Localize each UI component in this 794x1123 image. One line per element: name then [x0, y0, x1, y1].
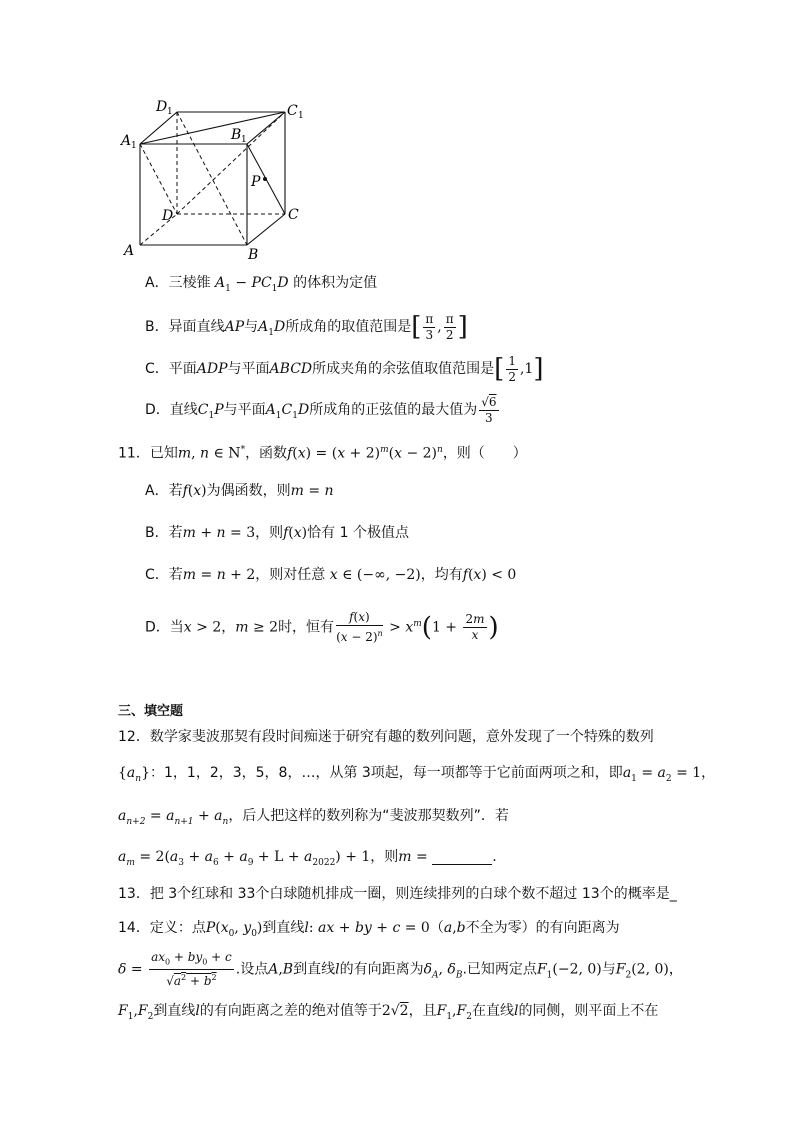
q13-line: 13．把 3个红球和 33个白球随机排成一圈，则连续排列的白球个数不超过 13个的概率是_: [118, 886, 677, 902]
edge-B-C: [247, 214, 285, 245]
q10-b-suffix: 所成角的取值范围是: [285, 319, 412, 335]
q10-option-a: A．三棱锥 $A_1 - PC_1D$ 的体积为定值: [145, 275, 378, 294]
q11-b-mid: ，则: [255, 525, 284, 541]
q11-stem-mid: ，函数: [245, 445, 288, 462]
q12-line4: $a_m = 2(a_3 + a_6 + a_9 + L + a_{2022}) + 1$，则m = .: [118, 849, 497, 868]
q10-option-d: D．直线$C_1P$与平面$A_1C_1D$所成角的正弦值的最大值为 $\frac{√6}{3}$: [145, 394, 497, 425]
q14-l3d: 在直线: [471, 1003, 514, 1019]
q10-c-prefix: C．平面: [145, 361, 197, 377]
q10-c-suffix: 所成夹角的余弦值取值范围是: [312, 361, 495, 377]
label-C: C: [288, 207, 299, 223]
q14-l2a: .设点: [235, 961, 269, 978]
q14-l3b: 的有向距离之差的绝对值等于: [199, 1003, 382, 1019]
q10-a-prefix: A．三棱锥: [145, 275, 211, 291]
hidden-A1-D: [140, 144, 177, 214]
q11-d-mid2: 时，恒有: [278, 619, 335, 636]
q14-l1b: 到直线: [262, 920, 305, 936]
cube-figure: [115, 95, 315, 265]
q11-option-b: B．若m + n = 3，则f(x)恰有 1 个极值点: [145, 525, 409, 541]
label-A: A: [124, 243, 135, 259]
q12-line1: 12．数学家斐波那契有段时间痴迷于研究有趣的数列问题，意外发现了一个特殊的数列: [118, 729, 654, 745]
q11-d-prefix: D．当: [145, 619, 184, 636]
label-B: B: [248, 247, 259, 263]
label-C1: C: [287, 103, 298, 119]
q10-d-prefix: D．直线: [145, 402, 198, 418]
q11-b-prefix: B．若: [145, 525, 183, 541]
q14-l3c: ，且: [408, 1003, 437, 1019]
q14-line1: 14．定义：点$P(x_0$, $y_0$)到直线l: ax + by + c = 0（a,b不全为零）的有向距离为: [118, 920, 620, 939]
q11-d-mid: ，: [221, 619, 236, 636]
q12-line2: $\{a_n\}$：1，1，2，3，5，8，…，从第 3项起，每一项都等于它前面两项之和，即$a_1 = a_2 = 1$，: [118, 765, 716, 784]
q10-b-mid: 与: [244, 319, 259, 335]
q12-then: ，则: [370, 849, 399, 865]
q12-line3-text: ，后人把这样的数列称为“斐波那契数列”．若: [228, 808, 509, 824]
q14-l2b: 到直线: [293, 961, 336, 978]
label-P: P: [251, 174, 261, 190]
q14-l2d: .已知两定点: [462, 961, 537, 978]
q11-b-suffix: 恰有 1 个极值点: [307, 525, 409, 541]
label-D1: D: [156, 99, 168, 115]
label-D: D: [162, 208, 174, 224]
q11-number: 11．已知: [118, 445, 178, 462]
q10-d-mid: 与平面: [223, 402, 266, 418]
q14-l2e: 与: [601, 961, 616, 978]
q14-line3: $F_1,F_2$到直线l的有向距离之差的绝对值等于2√2，且$F_1,F_2$在直线l的同侧，则平面上不在: [118, 1003, 659, 1022]
q14-l1a: 14．定义：点: [118, 920, 206, 936]
label-A1: A: [121, 133, 132, 149]
label-B1-sub: 1: [241, 135, 247, 145]
q14-line2: δ = $\frac{ax_0 + by_0 + c}{√a^2 + b^2}$ .设点A,B到直线l的有向距离为$\delta_A$, $\delta_B$.已知两定点$F_1(-2$, 0)与$F_2(2$, 0)，: [118, 950, 683, 989]
q11-c-prefix: C．若: [145, 567, 183, 583]
q10-option-c: C．平面ADP与平面ABCD所成夹角的余弦值取值范围是[ $\frac{1}{2}$ ,1]: [145, 353, 544, 384]
q11-stem: 11．已知m, n ∈ N*，函数$f(x) = (x + 2)^m(x - 2)^n$，则（ ）: [118, 445, 527, 462]
point-P: [263, 177, 267, 181]
q11-option-d: D．当x > 2，m ≥ 2时，恒有 $\frac{f(x)}{(x - 2)^n}$ > $x^m(1$ + $\frac{2m}{x}$ ): [145, 610, 499, 645]
q12-line3: $a_{n+2} = a_{n+1} + a_n$，后人把这样的数列称为“斐波那契数列”．若: [118, 808, 509, 827]
q10-option-b: B．异面直线AP与$A_1D$所成角的取值范围是[ $\frac{\pi}{3}$ , $\frac{\pi}{2}$ ]: [145, 311, 468, 342]
q12-seq-text: ：1，1，2，3，5，8，…，从第 3项起，每一项都等于它前面两项之和，即: [150, 765, 623, 781]
q14-l3e: 的同侧，则平面上不在: [518, 1003, 659, 1019]
q11-a-mid: 为偶函数，则: [206, 483, 291, 499]
diag-A1-C1: [140, 112, 285, 144]
q14-l2c: 的有向距离为: [339, 961, 424, 978]
q11-option-c: C．若m = n + 2，则对任意 x ∈ (−∞, −2)，均有f(x) < 0: [145, 567, 517, 583]
q14-l3a: 到直线: [153, 1003, 196, 1019]
q10-b-prefix: B．异面直线: [145, 319, 225, 335]
q14-l1d: 不全为零）的有向距离为: [465, 920, 620, 936]
q11-a-prefix: A．若: [145, 483, 183, 499]
q10-d-suffix: 所成角的正弦值的最大值为: [309, 402, 478, 418]
label-B1: B: [231, 127, 242, 143]
q11-option-a: A．若f(x)为偶函数，则m = n: [145, 483, 334, 499]
q11-c-mid: ，则对任意: [255, 567, 330, 583]
q11-c-mid2: ，均有: [420, 567, 463, 583]
label-C1-sub: 1: [298, 111, 304, 121]
q12-answer-blank[interactable]: [432, 850, 492, 865]
q10-c-mid: 与平面: [227, 361, 270, 377]
label-A1-sub: 1: [131, 141, 137, 151]
section-title: 三、填空题: [118, 704, 184, 719]
q11-stem-end: ，则（ ）: [442, 445, 527, 462]
q14-l1c: （: [429, 920, 444, 936]
label-D1-sub: 1: [167, 107, 173, 117]
q10-a-suffix: 的体积为定值: [293, 275, 378, 291]
